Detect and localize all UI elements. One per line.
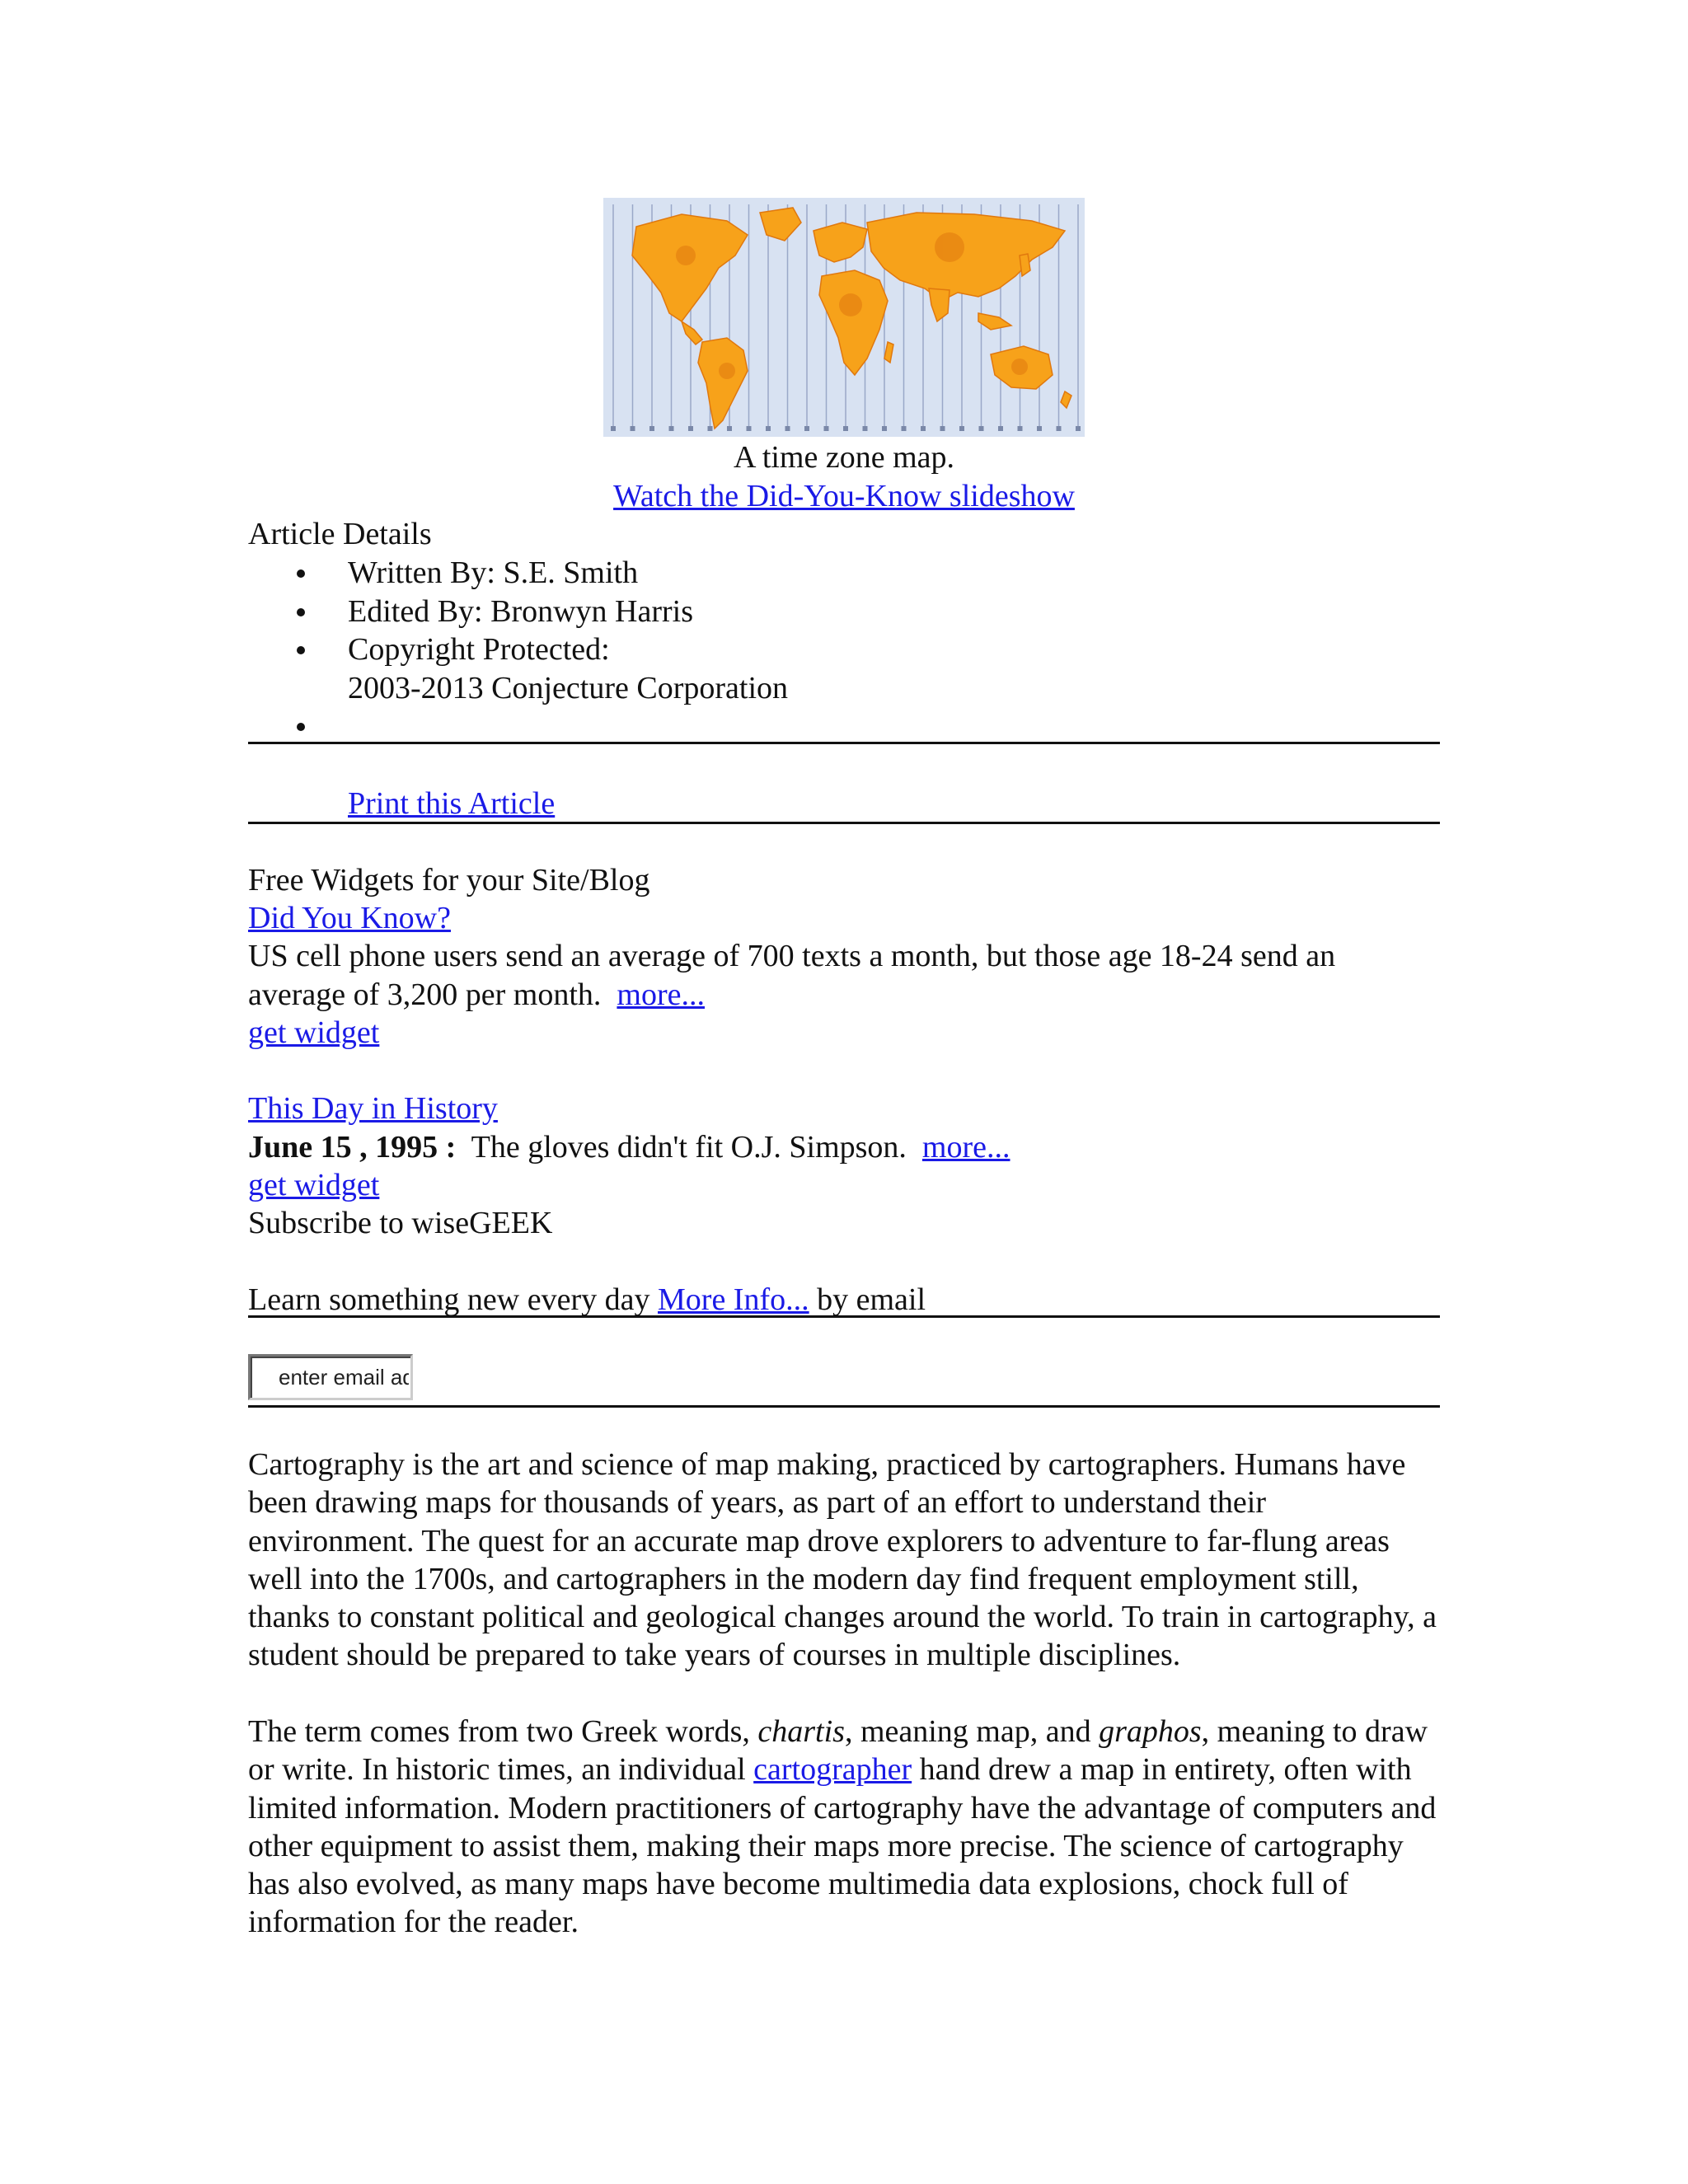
written-by: Written By: S.E. Smith bbox=[348, 555, 639, 590]
time-zone-tick bbox=[843, 426, 848, 431]
time-zone-tick bbox=[649, 426, 654, 431]
time-zone-tick bbox=[688, 426, 693, 431]
world-map-graphic bbox=[603, 198, 1085, 437]
text-run: The term comes from two Greek words, bbox=[248, 1714, 758, 1749]
this-day-in-history-link[interactable]: This Day in History bbox=[248, 1091, 498, 1126]
history-text: The gloves didn't fit O.J. Simpson. bbox=[471, 1130, 907, 1165]
list-item bbox=[248, 593, 1440, 631]
this-day-row bbox=[248, 1090, 1440, 1128]
time-zone-tick bbox=[882, 426, 887, 431]
time-zone-tick bbox=[863, 426, 868, 431]
this-day-fact bbox=[248, 1128, 1440, 1167]
more-link[interactable]: more... bbox=[921, 1130, 1010, 1165]
time-zone-tick bbox=[669, 426, 674, 431]
time-zone-tick bbox=[1076, 426, 1081, 431]
text-run: , meaning to draw or write. In historic times, an individual bbox=[248, 1714, 1428, 1788]
edited-by: Edited By: Bronwyn Harris bbox=[348, 593, 694, 629]
slideshow-link-row bbox=[248, 477, 1440, 516]
did-you-know-row bbox=[248, 899, 1440, 938]
widgets-heading: Free Widgets for your Site/Blog bbox=[248, 863, 650, 898]
time-zone-tick bbox=[940, 426, 945, 431]
figure-caption: A time zone map. bbox=[733, 440, 955, 475]
time-zone-tick bbox=[921, 426, 926, 431]
did-you-know-fact bbox=[248, 937, 1440, 1014]
did-you-know-text: US cell phone users send an average of 700 texts a month, but those age 18-24 send an average of 3,200 per month. bbox=[248, 939, 1336, 1012]
time-zone-tick bbox=[979, 426, 984, 431]
body-paragraph-2 bbox=[248, 1713, 1440, 1942]
time-zone-tick bbox=[804, 426, 809, 431]
did-you-know-link[interactable]: Did You Know? bbox=[248, 901, 451, 935]
email-field-wrapper bbox=[248, 1354, 413, 1400]
get-widget-link[interactable]: get widget bbox=[248, 1015, 380, 1050]
time-zone-tick bbox=[611, 426, 616, 431]
list-item bbox=[248, 707, 1440, 746]
get-widget-link[interactable]: get widget bbox=[248, 1168, 380, 1202]
time-zone-tick bbox=[998, 426, 1003, 431]
divider bbox=[248, 742, 1440, 744]
time-zone-tick bbox=[1057, 426, 1062, 431]
article-details-list bbox=[248, 554, 1440, 746]
learn-row bbox=[248, 1281, 1440, 1319]
cartographer-link[interactable]: cartographer bbox=[753, 1752, 912, 1788]
time-zone-tick bbox=[1037, 426, 1042, 431]
greek-word-graphos: graphos bbox=[1099, 1714, 1202, 1749]
email-field[interactable] bbox=[251, 1357, 410, 1398]
bullet-icon bbox=[297, 723, 305, 731]
get-widget-row-1 bbox=[248, 1014, 1440, 1052]
print-article-link[interactable]: Print this Article bbox=[348, 786, 556, 821]
copyright-value: 2003-2013 Conjecture Corporation bbox=[348, 670, 789, 705]
list-item bbox=[248, 554, 1440, 593]
divider bbox=[248, 1405, 1440, 1408]
print-row bbox=[248, 785, 1440, 823]
bullet-icon bbox=[297, 569, 305, 578]
body-paragraph-1: Cartography is the art and science of map making, practiced by cartographers. Humans have been drawing maps for thousands of years, as part of an effort to understand their environment. The quest for an accurate map drove explorers to adventure to far-flung areas well into the 1700s, and cartographers in the modern day find frequent employment still, thanks to constant political and geological changes around the world. To train in cartography, a student should be prepared to take years of courses in multiple disciplines. bbox=[248, 1447, 1437, 1673]
greek-word-chartis: chartis bbox=[757, 1714, 845, 1749]
time-zone-tick bbox=[766, 426, 771, 431]
learn-prefix: Learn something new every day bbox=[248, 1282, 650, 1317]
subscribe-heading: Subscribe to wiseGEEK bbox=[248, 1206, 553, 1240]
time-zone-tick bbox=[727, 426, 732, 431]
get-widget-row-2 bbox=[248, 1166, 1440, 1205]
time-zone-tick bbox=[902, 426, 907, 431]
article-details-heading: Article Details bbox=[248, 517, 432, 551]
slideshow-link[interactable]: Watch the Did-You-Know slideshow bbox=[613, 479, 1075, 513]
time-zone-tick bbox=[631, 426, 635, 431]
time-zone-tick bbox=[785, 426, 790, 431]
bullet-icon bbox=[297, 608, 305, 616]
divider bbox=[248, 822, 1440, 824]
more-info-link[interactable]: More Info... bbox=[658, 1282, 809, 1317]
time-zone-tick bbox=[824, 426, 829, 431]
bullet-icon bbox=[297, 646, 305, 654]
learn-suffix: by email bbox=[817, 1282, 926, 1317]
history-date: June 15 , 1995 : bbox=[248, 1130, 457, 1165]
text-run: hand drew a map in entirety, often with limited information. Modern practitioners of cartography have the advantage of computers and other equipment to assist them, making their maps more precise. The science of cartography has also evolved, as many maps have become multimedia data explosions, chock full of information for the reader. bbox=[248, 1752, 1437, 1940]
time-zone-tick bbox=[959, 426, 964, 431]
text-run: , meaning map, and bbox=[844, 1714, 1100, 1749]
time-zone-map-image bbox=[603, 198, 1085, 437]
time-zone-tick bbox=[1018, 426, 1023, 431]
time-zone-tick bbox=[747, 426, 752, 431]
time-zone-tick bbox=[708, 426, 713, 431]
more-link[interactable]: more... bbox=[617, 977, 705, 1012]
list-item bbox=[248, 630, 1440, 707]
copyright-label: Copyright Protected: bbox=[348, 632, 610, 667]
divider bbox=[248, 1315, 1440, 1318]
